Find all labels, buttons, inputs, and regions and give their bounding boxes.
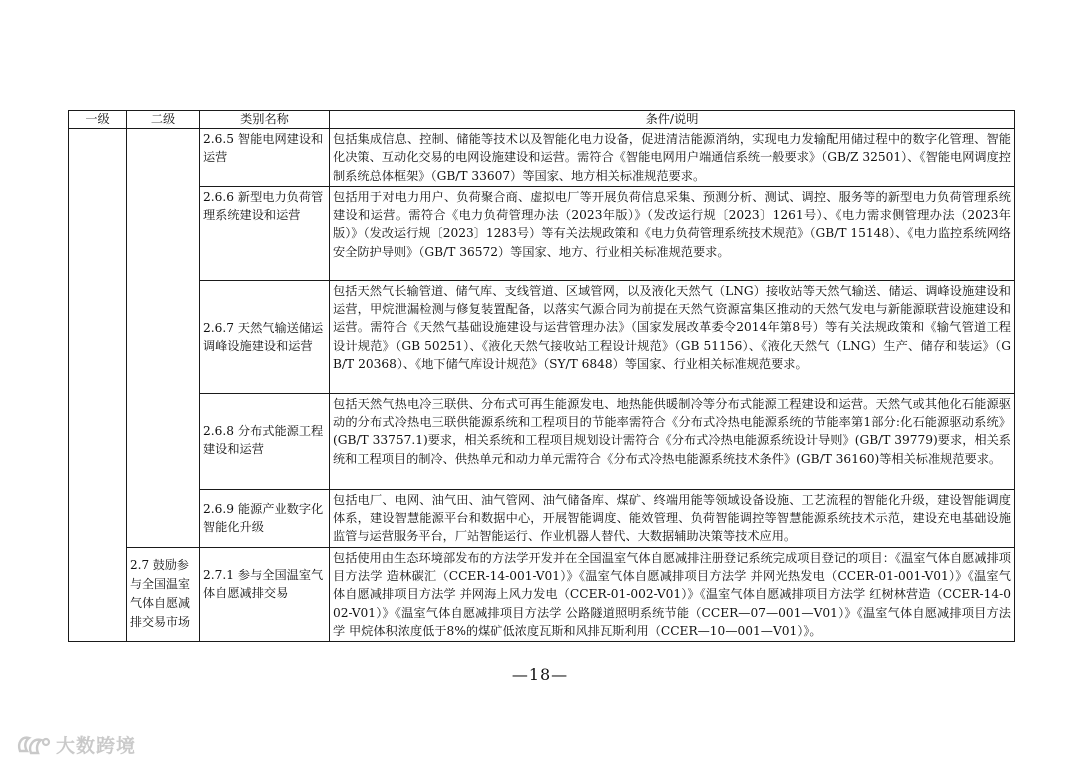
logo-icon [16,733,52,757]
category-cell: 2.6.5 智能电网建设和运营 [200,129,330,187]
category-cell: 2.6.9 能源产业数字化智能化升级 [200,489,330,547]
header-category-name: 类别名称 [200,111,330,129]
table-row [69,489,1015,547]
description-cell: 包括使用由生态环境部发布的方法学开发并在全国温室气体自愿减排注册登记系统完成项目登记的项目：《温室气体自愿减排项目方法学 造林碳汇（CCER-14-001-V01）》《温室气体自愿减排项目方法学 并网光热发电（CCER-01-001-V01）》《温室气体自愿减排项目方法学 并网海上风力发电（CCER-01-002-V01）》《温室气体自愿减排项目方法学 红树林营造（CCER-14-002-V01）》《温室气体自愿减排项目方法学 公路隧道照明系统节能（CCER—07—001—V01）》《温室气体自愿减排项目方法学 甲烷体积浓度低于8%的煤矿低浓度瓦斯和风排瓦斯利用（CCER—10—001—V01）》。 [330,547,1015,641]
description-cell: 包括天然气热电冷三联供、分布式可再生能源发电、地热能供暖制冷等分布式能源工程建设和运营。天然气或其他化石能源驱动的分布式冷热电三联供能源系统和工程项目的节能率需符合《分布式冷热电能源系统的节能率第1部分:化石能源驱动系统》(GB/T 33757.1)要求，相关系统和工程项目规划设计需符合《分布式冷热电能源系统设计导则》(GB/T 39779)要求，相关系统和工程项目的制冷、供热单元和动力单元需符合《分布式冷热电能源系统技术条件》(GB/T 36160)等相关标准规范要求。 [330,393,1015,489]
level1-cell [69,129,127,642]
watermark [16,731,136,758]
description-cell: 包括集成信息、控制、储能等技术以及智能化电力设备，促进清洁能源消纳，实现电力发输配用储过程中的数字化管理、智能化决策、互动化交易的电网设施建设和运营。需符合《智能电网用户端通信系统一般要求》（GB/Z 32501）、《智能电网调度控制系统总体框架》（GB/T 33607）等国家、地方相关标准规范要求。 [330,129,1015,187]
standards-table [68,110,1015,642]
header-level1: 一级 [69,111,127,129]
category-cell: 2.6.8 分布式能源工程建设和运营 [200,393,330,489]
level2-cell [127,129,200,548]
table-row [69,186,1015,280]
category-cell: 2.6.6 新型电力负荷管理系统建设和运营 [200,186,330,280]
header-level2: 二级 [127,111,200,129]
page-number: —18— [511,665,569,684]
category-cell: 2.6.7 天然气输送储运调峰设施建设和运营 [200,280,330,393]
table-row [69,547,1015,641]
level2-cell: 2.7 鼓励参与全国温室气体自愿减排交易市场 [127,547,200,641]
header-conditions: 条件/说明 [330,111,1015,129]
table-row [69,129,1015,187]
description-cell: 包括天然气长输管道、储气库、支线管道、区域管网，以及液化天然气（LNG）接收站等天然气输送、储运、调峰设施建设和运营，甲烷泄漏检测与修复装置配备，以落实气源合同为前提在天然气资源富集区推动的天然气发电与新能源联营设施建设和运营。需符合《天然气基础设施建设与运营管理办法》（国家发展改革委令2014年第8号）等有关法规政策和《输气管道工程设计规范》（GB 50251）、《液化天然气接收站工程设计规范》（GB 51156）、《液化天然气（LNG）生产、储存和装运》（GB/T 20368）、《地下储气库设计规范》（SY/T 6848）等国家、行业相关标准规范要求。 [330,280,1015,393]
table-row [69,393,1015,489]
table-row [69,280,1015,393]
description-cell: 包括用于对电力用户、负荷聚合商、虚拟电厂等开展负荷信息采集、预测分析、测试、调控、服务等的新型电力负荷管理系统建设和运营。需符合《电力负荷管理办法（2023年版）》（发改运行规〔2023〕1261号）、《电力需求侧管理办法（2023年版）》（发改运行规〔2023〕1283号）等有关法规政策和《电力负荷管理系统技术规范》（GB/T 15148）、《电力监控系统网络安全防护导则》（GB/T 36572）等国家、地方、行业相关标准规范要求。 [330,186,1015,280]
description-cell: 包括电厂、电网、油气田、油气管网、油气储备库、煤矿、终端用能等领域设备设施、工艺流程的智能化升级，建设智能调度体系，建设智慧能源平台和数据中心，开展智能调度、能效管理、负荷智能调控等智慧能源系统技术示范，建设充电基础设施监管与运营服务平台，厂站智能运行、作业机器人替代、大数据辅助决策等技术应用。 [330,489,1015,547]
category-cell: 2.7.1 参与全国温室气体自愿减排交易 [200,547,330,641]
table-header-row [69,111,1015,129]
watermark-text: 大数跨境 [56,735,137,757]
